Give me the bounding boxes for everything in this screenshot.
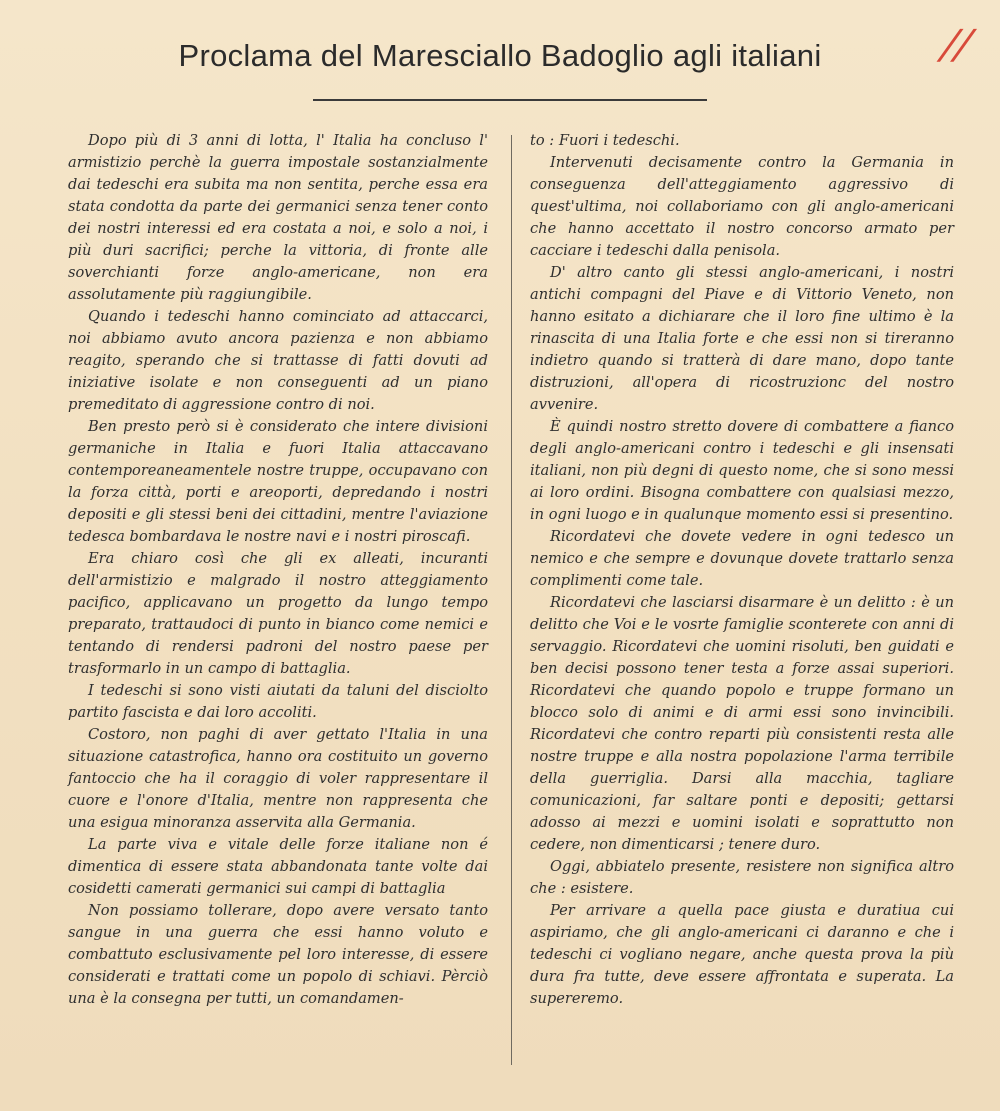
document-title: Proclama del Maresciallo Badoglio agli italiani [178,38,822,73]
paragraph: È quindi nostro stretto dovere di combattere a fianco degli anglo-americani contro i tedeschi e gli insensati italiani, non più degni di questo nome, che si sono messi ai loro ordini. Bisogna combattere con qualsiasi mezzo, in ogni luogo e in qualunque momento essi si presentino. [530,418,954,523]
handwritten-margin-mark: // [938,22,975,68]
paragraph: D' altro canto gli stessi anglo-americani, i nostri antichi compagni del Piave e di Vittorio Veneto, non hanno esitato a dichiarare che il loro fine ultimo è la rinascita di una Italia forte e che essi non si tireranno indietro quando si tratterà di dare mano, dopo tante distruzioni, all'opera di ricostruzionc del nostro avvenire. [530,264,954,413]
paragraph-continuation: to : Fuori i tedeschi. [530,132,680,149]
paragraph: La parte viva e vitale delle forze italiane non é dimentica di essere stata abbandonata tante volte dai cosidetti camerati germanici sui campi di battaglia [68,836,488,897]
paragraph: Ricordatevi che lasciarsi disarmare è un delitto : è un delitto che Voi e le vosrte famiglie sconterete con anni di servaggio. Ricordatevi che uomini risoluti, ben guidati e ben decisi possono tener testa a forze assai superiori. Ricordatevi che quando popolo e truppe formano un blocco solo di animi e di armi essi sono invincibili. Ricordatevi che contro reparti più consistenti resta alle nostre truppe e alla nostra popolazione l'arma terribile della guerriglia. Darsi alla macchia, tagliare comunicazioni, far saltare ponti e depositi; gettarsi adosso ai mezzi e uomini isolati e soprattutto non cedere, non dimenticarsi ; tenere duro. [530,594,954,853]
paragraph: Oggi, abbiatelo presente, resistere non significa altro che : esistere. [530,858,954,897]
paragraph: I tedeschi si sono visti aiutati da taluni del disciolto partito fascista e dai loro accoliti. [68,682,488,721]
column-divider [511,135,512,1065]
right-column [530,130,954,1010]
paragraph: Dopo più di 3 anni di lotta, l' Italia ha concluso l' armistizio perchè la guerra impostale sostanzialmente dai tedeschi era subita ma non sentita, perche essa era stata condotta da parte dei germanici senza tener conto dei nostri interessi ed era costata a noi, e solo a noi, i più duri sacrifici; perche la vittoria, di fronte alle soverchianti forze anglo-americane, non era assolutamente più raggiungibile. [68,132,488,303]
paragraph: Ricordatevi che dovete vedere in ogni tedesco un nemico e che sempre e dovunque dovete trattarlo senza complimenti come tale. [530,528,954,589]
left-column [68,130,488,1010]
paragraph: Era chiaro così che gli ex alleati, incuranti dell'armistizio e malgrado il nostro atteggiamento pacifico, applicavano un progetto da lungo tempo preparato, trattaudoci di punto in bianco come nemici e tentando di rendersi padroni del nostro paese per trasformarlo in un campo di battaglia. [68,550,488,677]
paragraph: Costoro, non paghi di aver gettato l'Italia in una situazione catastrofica, hanno ora costituito un governo fantoccio che ha il coraggio di voler rappresentare il cuore e l'onore d'Italia, mentre non rappresenta che una esigua minoranza asservita alla Germania. [68,726,488,831]
title-underline [313,99,707,101]
paragraph: Ben presto però si è considerato che intere divisioni germaniche in Italia e fuori Italia attaccavano contemporeaneamentele nostre truppe, occupavano con la forza città, porti e areoporti, depredando i nostri depositi e gli stessi beni dei cittadini, mentre l'aviazione tedesca bombardava le nostre navi e i nostri piroscafi. [68,418,488,545]
paragraph: Non possiamo tollerare, dopo avere versato tanto sangue in una guerra che essi hanno voluto e combattuto esclusivamente pel loro interesse, di essere considerati e trattati come un popolo di schiavi. Pèrciò una è la consegna per tutti, un comandamen- [68,902,488,1007]
paragraph: Intervenuti decisamente contro la Germania in conseguenza dell'atteggiamento aggressivo di quest'ultima, noi collaboriamo con gli anglo-americani che hanno accettato il nostro concorso armato per cacciare i tedeschi dalla penisola. [530,154,954,259]
paragraph: Per arrivare a quella pace giusta e duratiua cui aspiriamo, che gli anglo-americani ci daranno e che i tedeschi ci vogliano negare, anche questa prova la più dura fra tutte, deve essere affrontata e superata. La supereremo. [530,902,954,1007]
paragraph: Quando i tedeschi hanno cominciato ad attaccarci, noi abbiamo avuto ancora pazienza e non abbiamo reagito, sperando che si trattasse di fatti dovuti ad iniziative isolate e non conseguenti ad un piano premeditato di aggressione contro di noi. [68,308,488,413]
